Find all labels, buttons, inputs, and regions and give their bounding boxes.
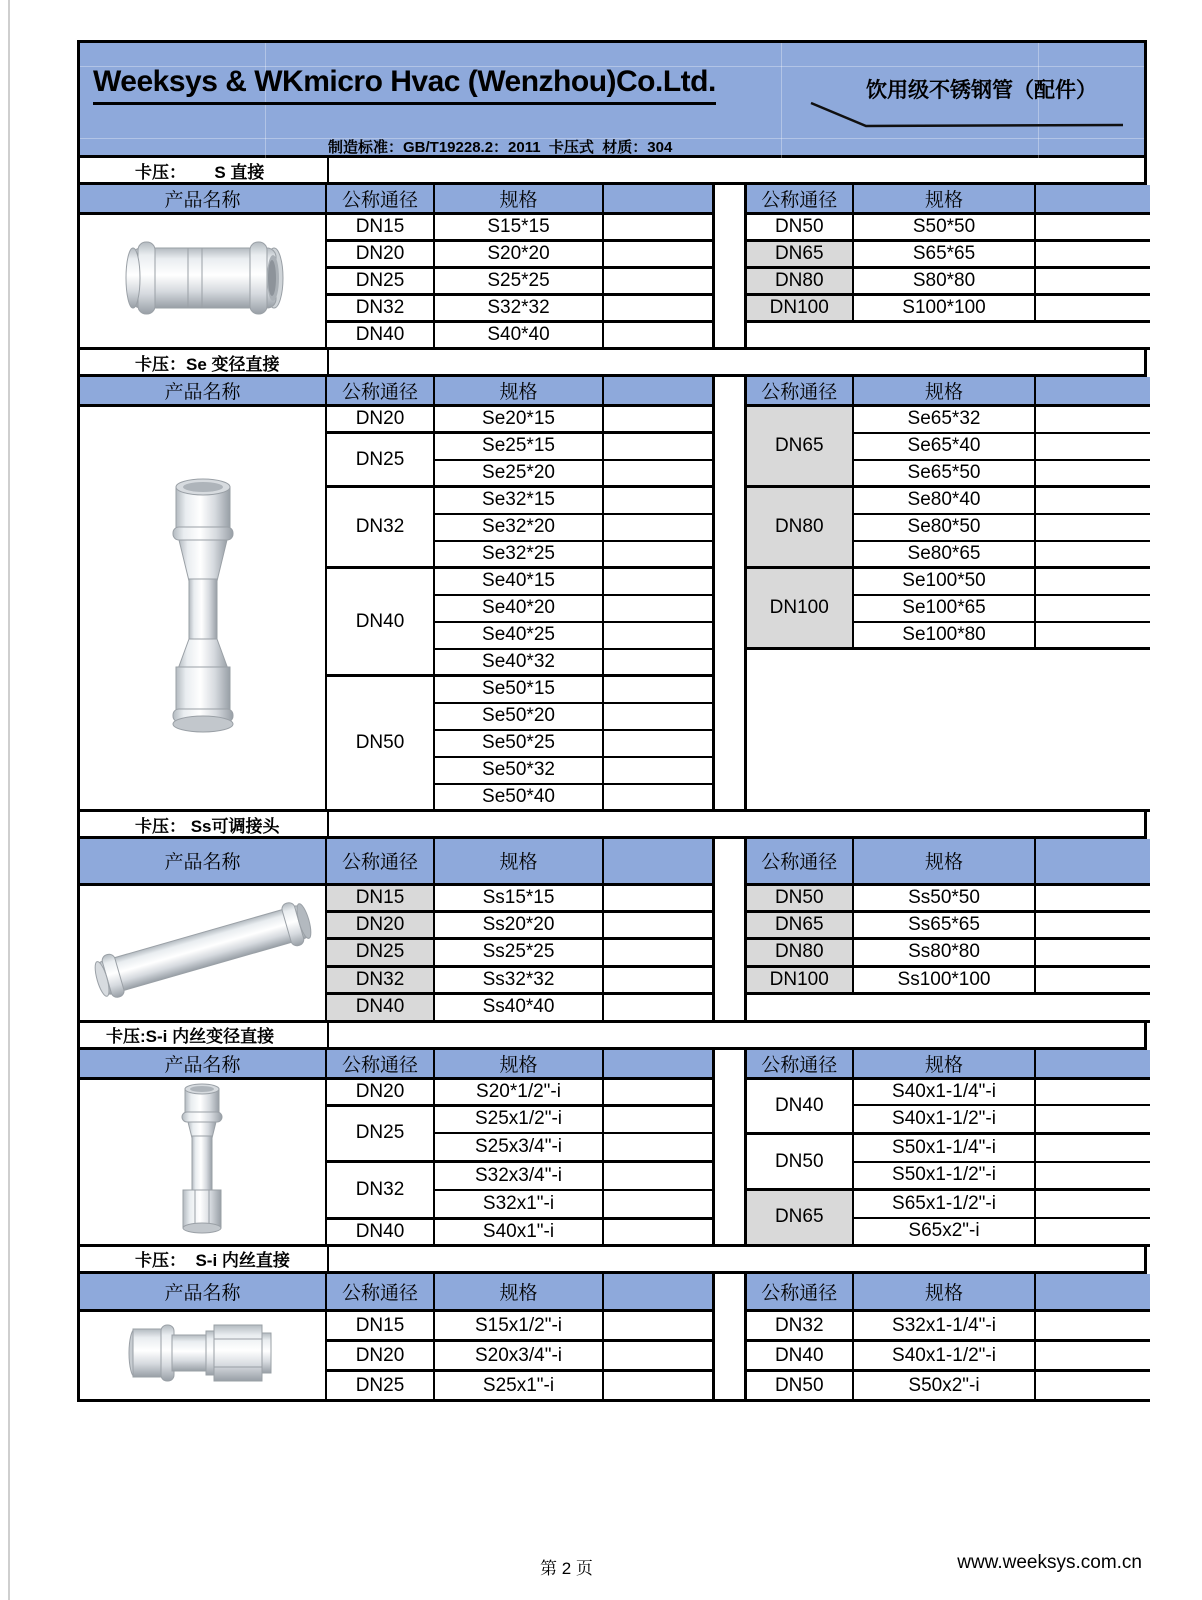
blank-cell <box>603 911 713 938</box>
spec-cell: S20*20 <box>434 241 603 268</box>
table-gap <box>713 1311 745 1401</box>
table-s-straight <box>80 185 1150 350</box>
col-header-dn: 公称通径 <box>745 1274 853 1311</box>
empty-region <box>745 994 1150 1021</box>
section-label-row-si-reducing <box>80 1023 1144 1050</box>
blank-cell <box>603 268 713 295</box>
spec-cell: S15x1/2"-i <box>434 1311 603 1341</box>
spec-cell: S15*15 <box>434 214 603 241</box>
blank-cell <box>1035 514 1150 541</box>
page-edge-line <box>8 0 10 1600</box>
blank-cell <box>603 622 713 649</box>
product-photo-cell <box>80 1078 326 1245</box>
dn-cell: DN40 <box>326 568 434 676</box>
col-header-blank <box>1035 839 1150 884</box>
spec-cell: S20*1/2"-i <box>434 1078 603 1105</box>
col-header-product: 产品名称 <box>80 839 326 884</box>
spec-cell: S40x1-1/2"-i <box>853 1105 1035 1133</box>
dn-cell: DN40 <box>326 322 434 349</box>
blank-cell <box>1035 1371 1150 1401</box>
col-header-blank <box>603 377 713 406</box>
dn-cell: DN15 <box>326 884 434 911</box>
dn-cell: DN65 <box>745 911 853 938</box>
section-label: 卡压： S 直接 <box>80 158 329 182</box>
blank-cell <box>1035 541 1150 568</box>
dn-cell: DN25 <box>326 939 434 966</box>
dn-cell: DN15 <box>326 1311 434 1341</box>
col-header-dn: 公称通径 <box>745 377 853 406</box>
blank-cell <box>603 1105 713 1133</box>
spec-cell: S40x1-1/4"-i <box>853 1078 1035 1105</box>
section-label: 卡压：Se 变径直接 <box>80 350 329 374</box>
blank-cell <box>603 730 713 757</box>
blank-cell <box>1035 1078 1150 1105</box>
spec-cell: Se40*25 <box>434 622 603 649</box>
dn-cell: DN25 <box>326 1105 434 1162</box>
blank-cell <box>1035 911 1150 938</box>
dn-cell: DN32 <box>326 966 434 993</box>
blank-cell <box>603 757 713 784</box>
blank-cell <box>1035 939 1150 966</box>
blank-cell <box>1035 406 1150 433</box>
female-thread-adapter-photo <box>123 1313 283 1393</box>
blank-cell <box>603 322 713 349</box>
spec-cell: S65x1-1/2"-i <box>853 1190 1035 1218</box>
table-si-reducing <box>80 1050 1150 1247</box>
col-header-spec: 规格 <box>853 1274 1035 1311</box>
blank-cell <box>603 406 713 433</box>
col-header-spec: 规格 <box>853 377 1035 406</box>
dn-cell: DN50 <box>745 884 853 911</box>
dn-cell: DN40 <box>326 994 434 1021</box>
table-gap <box>713 839 745 884</box>
blank-cell <box>1035 1105 1150 1133</box>
blank-cell <box>603 568 713 595</box>
product-line-title: 饮用级不锈钢管（配件） <box>866 79 1097 102</box>
spec-cell: Ss20*20 <box>434 911 603 938</box>
col-header-dn: 公称通径 <box>745 1050 853 1079</box>
product-photo-cell <box>80 1311 326 1401</box>
blank-cell <box>603 541 713 568</box>
adjustable-slip-coupling-photo <box>89 886 317 1014</box>
col-header-product: 产品名称 <box>80 377 326 406</box>
dn-cell: DN25 <box>326 1371 434 1401</box>
blank-cell <box>603 676 713 703</box>
company-title: Weeksys & WKmicro Hvac (Wenzhou)Co.Ltd. <box>93 65 716 105</box>
dn-cell: DN20 <box>326 406 434 433</box>
table-gap <box>713 377 745 406</box>
spec-cell: Ss32*32 <box>434 966 603 993</box>
table-gap <box>713 1274 745 1311</box>
blank-cell <box>603 487 713 514</box>
spec-cell: Se100*80 <box>853 622 1035 649</box>
blank-cell <box>603 295 713 322</box>
col-header-dn: 公称通径 <box>326 377 434 406</box>
blank-cell <box>1035 568 1150 595</box>
spec-cell: S25x1/2"-i <box>434 1105 603 1133</box>
section-label-row-s-straight <box>80 158 1144 185</box>
col-header-blank <box>603 839 713 884</box>
col-header-blank <box>1035 185 1150 214</box>
spec-cell: S65*65 <box>853 241 1035 268</box>
spec-cell: Se20*15 <box>434 406 603 433</box>
table-ss-adjustable <box>80 839 1150 1023</box>
spec-cell: S65x2"-i <box>853 1218 1035 1245</box>
section-label: 卡压： S-i 内丝直接 <box>80 1247 329 1271</box>
blank-cell <box>1035 884 1150 911</box>
dn-cell: DN65 <box>745 406 853 487</box>
col-header-spec: 规格 <box>853 185 1035 214</box>
page-number: 第 2 页 <box>540 1559 593 1578</box>
header-band <box>80 43 1144 158</box>
dn-cell: DN20 <box>326 241 434 268</box>
blank-cell <box>1035 966 1150 993</box>
blank-cell <box>1035 1190 1150 1218</box>
website-url: www.weeksys.com.cn <box>957 1552 1142 1573</box>
female-thread-reducing-adapter-photo <box>155 1080 250 1238</box>
col-header-blank <box>1035 1274 1150 1311</box>
spec-cell: S32*32 <box>434 295 603 322</box>
dn-cell: DN20 <box>326 1078 434 1105</box>
blank-cell <box>603 1311 713 1341</box>
col-header-blank <box>603 185 713 214</box>
col-header-spec: 规格 <box>434 377 603 406</box>
dn-cell: DN80 <box>745 939 853 966</box>
spec-cell: S40x1-1/2"-i <box>853 1341 1035 1371</box>
spec-cell: Se65*40 <box>853 433 1035 460</box>
col-header-spec: 规格 <box>853 1050 1035 1079</box>
blank-cell <box>603 1133 713 1161</box>
dn-cell: DN32 <box>326 1162 434 1219</box>
spec-cell: Se50*20 <box>434 703 603 730</box>
blank-cell <box>603 1162 713 1190</box>
product-photo-cell <box>80 214 326 349</box>
blank-cell <box>1035 1341 1150 1371</box>
spec-cell: S50x1-1/2"-i <box>853 1162 1035 1190</box>
dn-cell: DN80 <box>745 487 853 568</box>
press-coupling-photo <box>118 226 288 331</box>
section-label-row-se-reducing <box>80 350 1144 377</box>
table-gap <box>713 406 745 811</box>
blank-cell <box>1035 622 1150 649</box>
spec-cell: S80*80 <box>853 268 1035 295</box>
blank-cell <box>603 884 713 911</box>
spec-cell: Ss25*25 <box>434 939 603 966</box>
dn-cell: DN50 <box>745 1371 853 1401</box>
spec-cell: S25x3/4"-i <box>434 1133 603 1161</box>
dn-cell: DN65 <box>745 1190 853 1245</box>
col-header-blank <box>603 1050 713 1079</box>
blank-cell <box>603 939 713 966</box>
section-label-row-si-straight <box>80 1247 1144 1274</box>
dn-cell: DN15 <box>326 214 434 241</box>
blank-cell <box>603 1371 713 1401</box>
table-gap <box>713 1050 745 1079</box>
dn-cell: DN25 <box>326 433 434 487</box>
dn-cell: DN65 <box>745 241 853 268</box>
spec-cell: Se80*65 <box>853 541 1035 568</box>
dn-cell: DN40 <box>745 1341 853 1371</box>
spec-cell: Se100*65 <box>853 595 1035 622</box>
spec-cell: Se32*25 <box>434 541 603 568</box>
blank-cell <box>603 649 713 676</box>
spec-cell: S100*100 <box>853 295 1035 322</box>
spec-cell: Ss65*65 <box>853 911 1035 938</box>
spec-cell: Se80*50 <box>853 514 1035 541</box>
section-label-row-ss-adjustable <box>80 812 1144 839</box>
spec-cell: Se50*40 <box>434 784 603 811</box>
spec-cell: Se50*32 <box>434 757 603 784</box>
col-header-blank <box>603 1274 713 1311</box>
col-header-product: 产品名称 <box>80 185 326 214</box>
blank-cell <box>1035 295 1150 322</box>
col-header-dn: 公称通径 <box>326 1274 434 1311</box>
dn-cell: DN20 <box>326 1341 434 1371</box>
col-header-blank <box>1035 1050 1150 1079</box>
dn-cell: DN50 <box>326 676 434 811</box>
blank-cell <box>603 1218 713 1245</box>
blank-cell <box>1035 241 1150 268</box>
spec-cell: S40*40 <box>434 322 603 349</box>
section-label: 卡压： Ss可调接头 <box>80 812 329 836</box>
spec-cell: S32x3/4"-i <box>434 1162 603 1190</box>
blank-cell <box>603 994 713 1021</box>
blank-cell <box>603 1078 713 1105</box>
spec-cell: Se32*15 <box>434 487 603 514</box>
blank-cell <box>603 514 713 541</box>
spec-cell: Se50*25 <box>434 730 603 757</box>
blank-cell <box>1035 433 1150 460</box>
col-header-blank <box>1035 377 1150 406</box>
spec-cell: Se40*20 <box>434 595 603 622</box>
standard-line: 制造标准：GB/T19228.2：2011 卡压式 材质：304 <box>328 139 673 156</box>
spec-cell: S50x2"-i <box>853 1371 1035 1401</box>
blank-cell <box>1035 487 1150 514</box>
spec-cell: Ss100*100 <box>853 966 1035 993</box>
dn-cell: DN50 <box>745 214 853 241</box>
blank-cell <box>1035 460 1150 487</box>
dn-cell: DN32 <box>326 487 434 568</box>
blank-cell <box>1035 1162 1150 1190</box>
product-photo-cell <box>80 406 326 811</box>
blank-cell <box>603 214 713 241</box>
spec-cell: S32x1"-i <box>434 1190 603 1218</box>
dn-cell: DN20 <box>326 911 434 938</box>
col-header-dn: 公称通径 <box>326 839 434 884</box>
col-header-dn: 公称通径 <box>326 185 434 214</box>
spec-cell: Ss80*80 <box>853 939 1035 966</box>
table-gap <box>713 185 745 214</box>
blank-cell <box>603 1190 713 1218</box>
table-gap <box>713 214 745 349</box>
blank-cell <box>1035 595 1150 622</box>
blank-cell <box>1035 1311 1150 1341</box>
empty-region <box>745 649 1150 811</box>
blank-cell <box>1035 268 1150 295</box>
spec-cell: S25x1"-i <box>434 1371 603 1401</box>
spec-cell: S40x1"-i <box>434 1218 603 1245</box>
spec-cell: Se40*32 <box>434 649 603 676</box>
col-header-product: 产品名称 <box>80 1050 326 1079</box>
spec-cell: Se25*20 <box>434 460 603 487</box>
blank-cell <box>603 784 713 811</box>
col-header-spec: 规格 <box>434 1050 603 1079</box>
col-header-spec: 规格 <box>434 1274 603 1311</box>
dn-cell: DN40 <box>745 1078 853 1133</box>
blank-cell <box>1035 1133 1150 1161</box>
spec-cell: S32x1-1/4"-i <box>853 1311 1035 1341</box>
spec-cell: Ss40*40 <box>434 994 603 1021</box>
product-photo-cell <box>80 884 326 1021</box>
blank-cell <box>1035 1218 1150 1245</box>
spec-cell: S50x1-1/4"-i <box>853 1133 1035 1161</box>
spec-cell: Se65*32 <box>853 406 1035 433</box>
blank-cell <box>1035 214 1150 241</box>
col-header-dn: 公称通径 <box>326 1050 434 1079</box>
section-label: 卡压:S-i 内丝变径直接 <box>80 1023 329 1047</box>
dn-cell: DN40 <box>326 1218 434 1245</box>
dn-cell: DN25 <box>326 268 434 295</box>
blank-cell <box>603 966 713 993</box>
dn-cell: DN80 <box>745 268 853 295</box>
blank-cell <box>603 241 713 268</box>
spec-cell: Se40*15 <box>434 568 603 595</box>
col-header-spec: 规格 <box>434 185 603 214</box>
blank-cell <box>603 1341 713 1371</box>
blank-cell <box>603 460 713 487</box>
table-gap <box>713 884 745 1021</box>
empty-region <box>745 322 1150 349</box>
blank-cell <box>603 595 713 622</box>
spec-cell: S25*25 <box>434 268 603 295</box>
dn-cell: DN100 <box>745 568 853 649</box>
col-header-dn: 公称通径 <box>745 839 853 884</box>
reducing-coupling-photo <box>148 473 258 738</box>
spec-cell: Se32*20 <box>434 514 603 541</box>
dn-cell: DN32 <box>326 295 434 322</box>
dn-cell: DN100 <box>745 966 853 993</box>
spec-cell: Se100*50 <box>853 568 1035 595</box>
catalog-sheet <box>77 40 1147 1402</box>
col-header-dn: 公称通径 <box>745 185 853 214</box>
dn-cell: DN100 <box>745 295 853 322</box>
spec-cell: S20x3/4"-i <box>434 1341 603 1371</box>
spec-cell: Ss15*15 <box>434 884 603 911</box>
blank-cell <box>603 433 713 460</box>
spec-cell: Ss50*50 <box>853 884 1035 911</box>
dn-cell: DN32 <box>745 1311 853 1341</box>
col-header-product: 产品名称 <box>80 1274 326 1311</box>
col-header-spec: 规格 <box>853 839 1035 884</box>
spec-cell: Se50*15 <box>434 676 603 703</box>
blank-cell <box>603 703 713 730</box>
spec-cell: Se65*50 <box>853 460 1035 487</box>
dn-cell: DN50 <box>745 1133 853 1190</box>
table-si-straight <box>80 1274 1150 1403</box>
spec-cell: Se25*15 <box>434 433 603 460</box>
col-header-spec: 规格 <box>434 839 603 884</box>
table-se-reducing <box>80 377 1150 812</box>
table-gap <box>713 1078 745 1245</box>
spec-cell: S50*50 <box>853 214 1035 241</box>
spec-cell: Se80*40 <box>853 487 1035 514</box>
